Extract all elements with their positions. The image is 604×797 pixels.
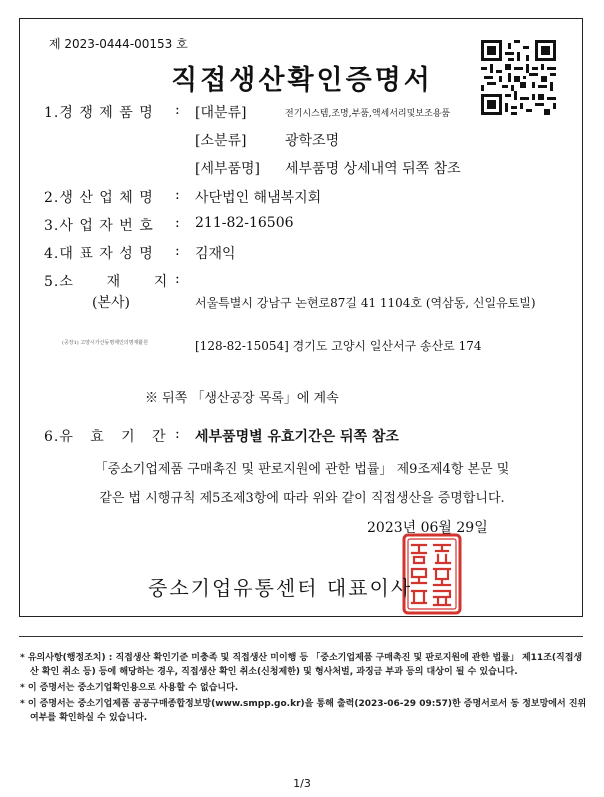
product-colon: : (175, 102, 180, 118)
factory-list-note: ※ 뒤쪽 「생산공장 목록」에 계속 (145, 391, 339, 406)
product-label: 1.경 쟁 제 품 명 (44, 105, 154, 121)
note-item: * 이 증명서는 중소기업제품 공공구매종합정보망(www.smpp.go.kr)을 통해 출력(2023-06-29 09:57)한 증명서로서 동 정보망에서 진위여부를 확인하실 수 있습니다. (20, 699, 587, 723)
company-label: 2.생 산 업 체 명 (44, 190, 154, 206)
detail-category-value: 세부품명 상세내역 뒤쪽 참조 (285, 161, 461, 177)
issue-date: 2023년 06월 29일 (367, 520, 488, 536)
company-value: 사단법인 해냄복지회 (195, 190, 322, 206)
ceo-value: 김재익 (195, 246, 236, 262)
minor-category-value: 광학조명 (285, 133, 340, 149)
issuer-name: 중소기업유통센터 대표이사 (148, 576, 413, 600)
note-item: * 이 증명서는 중소기업확인용으로 사용할 수 없습니다. (20, 683, 239, 693)
doc-number: 제 2023-0444-00153 호 (49, 37, 188, 51)
address-colon: : (175, 271, 180, 287)
factory-label: (공장1) 고양시가산동명제인의명재활원 (62, 340, 148, 346)
minor-category-tag: [소분류] (195, 133, 247, 149)
ceo-label: 4.대 표 자 성 명 (44, 246, 154, 262)
bizno-value: 211-82-16506 (195, 215, 294, 231)
hq-label: (본사) (92, 295, 130, 311)
ceo-colon: : (175, 243, 180, 259)
statement-line-2: 같은 법 시행규칙 제5조제3항에 따라 위와 같이 직접생산을 증명합니다. (99, 491, 505, 506)
major-category-tag: [대분류] (195, 105, 247, 121)
validity-label: 6.유 효 기 간 (44, 429, 167, 445)
statement-line-1: 「중소기업제품 구매촉진 및 판로지원에 관한 법률」 제9조제4항 본문 및 (94, 462, 510, 477)
validity-colon: : (175, 426, 180, 442)
hq-address: 서울특별시 강남구 논현로87길 41 1104호 (역삼동, 신일유토빌) (195, 296, 536, 310)
notes-divider (19, 636, 583, 637)
note-item: * 유의사항(행정조치) : 직접생산 확인기준 미충족 및 직접생산 미이행 등 「중소기업제품 구매촉진 및 판로지원에 관한 법률」 제11조(직접생산 확인 취소 등) 등에 해당하는 경우, 직접생산 확인 취소(신청제한) 및 형사처벌, 과징금 부과 등의 대상이 될 수 있습니다. (20, 653, 583, 677)
major-category-value: 전기시스템,조명,부품,액세서리및보조용품 (285, 109, 451, 119)
address-label: 5.소 재 지 (44, 274, 169, 290)
bizno-colon: : (175, 215, 180, 231)
validity-value: 세부품명별 유효기간은 뒤쪽 참조 (195, 429, 399, 445)
page-title: 직접생산확인증명서 (171, 65, 433, 96)
company-colon: : (175, 187, 180, 203)
page-number: 1/3 (293, 777, 311, 790)
detail-category-tag: [세부품명] (195, 161, 261, 177)
notes-section (20, 651, 590, 727)
qr-code-icon[interactable] (481, 40, 556, 115)
bizno-label: 3.사 업 자 번 호 (44, 218, 154, 234)
factory-address: [128-82-15054] 경기도 고양시 일산서구 송산로 174 (195, 339, 482, 353)
